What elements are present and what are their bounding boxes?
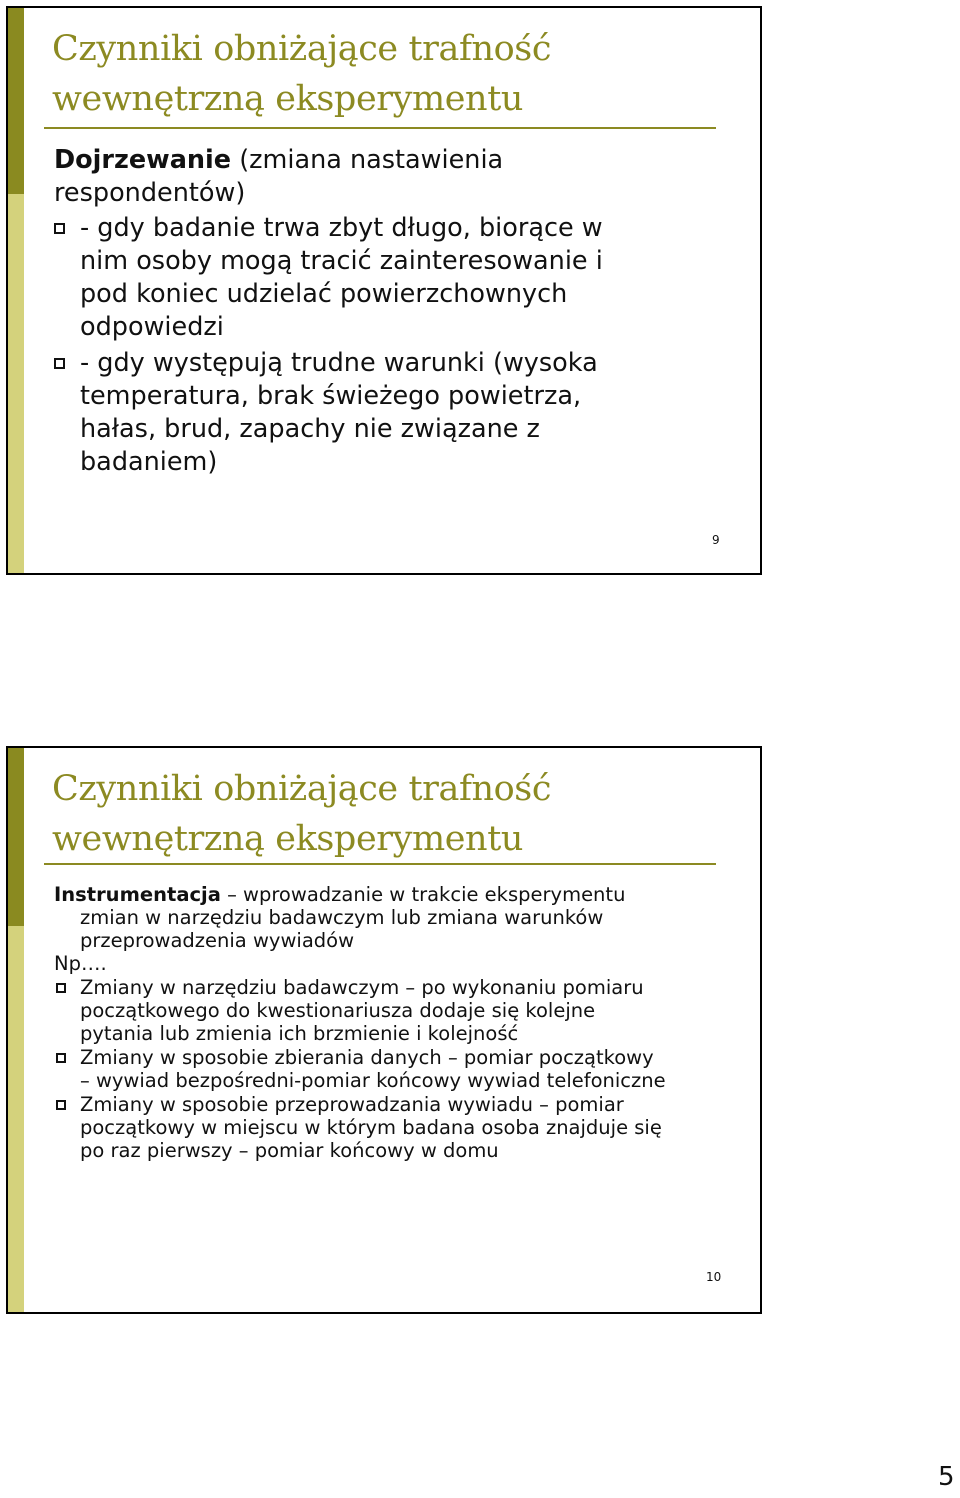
accent-bar-dark (8, 8, 24, 194)
bullet-text: po raz pierwszy – pomiar końcowy w domu (80, 1139, 499, 1162)
bullet-text: Zmiany w sposobie zbierania danych – pomiar początkowy (80, 1046, 654, 1069)
bullet-text: – wywiad bezpośredni-pomiar końcowy wywiad telefoniczne (80, 1069, 666, 1092)
heading-continuation: zmian w narzędziu badawczym lub zmiana warunków (80, 906, 604, 929)
heading-term: Instrumentacja (54, 883, 221, 906)
slide-accent-bar (8, 8, 24, 573)
accent-bar-light (8, 194, 24, 573)
bullet-item (52, 212, 732, 344)
bullet-text: początkowego do kwestionariusza dodaje się kolejne (80, 999, 596, 1022)
bullet-text: Zmiany w sposobie przeprowadzania wywiadu – pomiar (80, 1093, 624, 1116)
bullet-text: pytania lub zmienia ich brzmienie i kolejność (80, 1022, 519, 1045)
title-line-2: wewnętrzną eksperymentu (52, 79, 524, 119)
bullet-text: badaniem) (80, 447, 218, 477)
heading-desc: – wprowadzanie w trakcie eksperymentu (220, 883, 626, 906)
sheet-page-number: 5 (938, 1462, 955, 1492)
slide-title (52, 24, 732, 124)
section-heading (52, 144, 732, 177)
bullet-text: Zmiany w narzędziu badawczym – po wykonaniu pomiaru (80, 976, 644, 999)
section-heading (52, 883, 742, 906)
slide-page-number: 9 (712, 533, 720, 547)
slide-accent-bar (8, 748, 24, 1312)
heading-desc: (zmiana nastawienia (231, 145, 504, 175)
square-bullet-icon (56, 1053, 66, 1063)
bullet-text: odpowiedzi (80, 312, 224, 342)
slide-body (52, 144, 732, 479)
bullet-text: początkowy w miejscu w którym badana osoba znajduje się (80, 1116, 662, 1139)
title-line-1: Czynniki obniżające trafność (52, 769, 552, 809)
bullet-text: temperatura, brak świeżego powietrza, (80, 381, 582, 411)
square-bullet-icon (54, 358, 65, 369)
bullet-text: pod koniec udzielać powierzchownych (80, 279, 568, 309)
title-line-2: wewnętrzną eksperymentu (52, 819, 524, 859)
heading-term: Dojrzewanie (54, 145, 232, 175)
heading-continuation: przeprowadzenia wywiadów (80, 929, 355, 952)
title-underline (44, 863, 716, 865)
title-underline (44, 127, 716, 129)
bullet-item (52, 347, 732, 479)
square-bullet-icon (56, 1100, 66, 1110)
bullet-text: nim osoby mogą tracić zainteresowanie i (80, 246, 603, 276)
slide-9 (6, 6, 762, 575)
slide-body (52, 883, 742, 1162)
bullet-item (52, 1093, 742, 1162)
square-bullet-icon (54, 223, 65, 234)
square-bullet-icon (56, 983, 66, 993)
slide-page-number: 10 (706, 1270, 722, 1284)
slide-title (52, 764, 732, 864)
bullet-text: hałas, brud, zapachy nie związane z (80, 414, 540, 444)
heading-continuation: respondentów) (54, 178, 246, 208)
title-line-1: Czynniki obniżające trafność (52, 29, 552, 69)
slide-10 (6, 746, 762, 1314)
bullet-text: - gdy występują trudne warunki (wysoka (80, 348, 598, 378)
bullet-item (52, 1046, 742, 1092)
bullet-item (52, 976, 742, 1045)
example-label: Np…. (54, 952, 107, 975)
accent-bar-light (8, 926, 24, 1312)
bullet-text: - gdy badanie trwa zbyt długo, biorące w (80, 213, 603, 243)
accent-bar-dark (8, 748, 24, 926)
